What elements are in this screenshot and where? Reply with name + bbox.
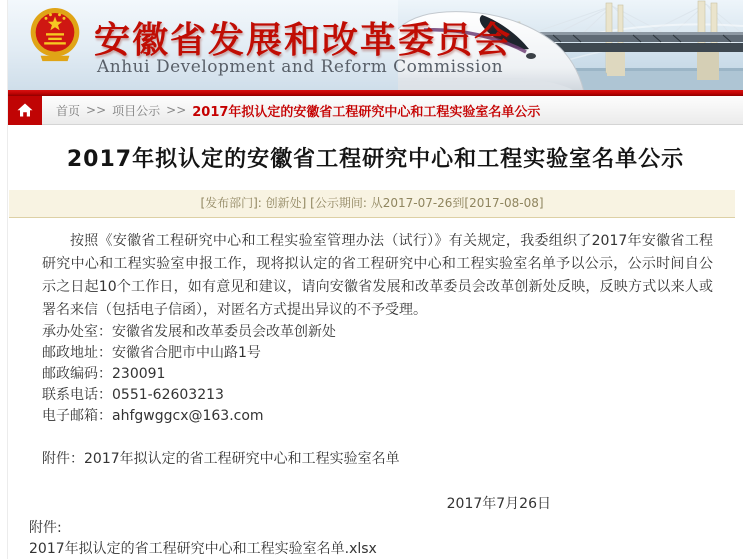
attachments-label: 附件: bbox=[29, 520, 62, 536]
attachment-file-link[interactable]: 2017年拟认定的省工程研究中心和工程实验室名单.xlsx bbox=[29, 541, 377, 557]
contact-line-zipcode: 邮政编码：230091 bbox=[42, 366, 166, 382]
contact-line-email: 电子邮箱：ahfgwggcx@163.com bbox=[42, 408, 264, 424]
article-body bbox=[8, 218, 743, 515]
article-paragraph: 按照《安徽省工程研究中心和工程实验室管理办法（试行）》有关规定，我委组织了2017年安徽省工程研究中心和工程实验室申报工作，现将拟认定的省工程研究中心和工程实验室名单予以公示，公示时间自公示之日起10个工作日，如有意见和建议，请向安徽省发展和改革委员会改革创新处反映，反映方式以来人或署名来信（包括电子信函），对匿名方式提出异议的不予受理。 bbox=[42, 233, 713, 318]
attachment-note: 附件：2017年拟认定的省工程研究中心和工程实验室名单 bbox=[42, 451, 400, 467]
article-meta-bar bbox=[9, 190, 735, 218]
attachments-section bbox=[8, 515, 743, 559]
site-header bbox=[8, 0, 743, 90]
org-name-cn: 安徽省发展和改革委员会 bbox=[94, 20, 513, 61]
attachment-file-row bbox=[29, 539, 743, 559]
article-meta-text: [发布部门]: 创新处] [公示期间: 从2017-07-26到[2017-08-08] bbox=[200, 196, 544, 210]
home-icon bbox=[17, 103, 33, 117]
home-button[interactable] bbox=[8, 96, 42, 125]
breadcrumb-separator: >> bbox=[166, 103, 187, 117]
breadcrumb bbox=[8, 96, 743, 125]
article-title: 2017年拟认定的安徽省工程研究中心和工程实验室名单公示 bbox=[66, 147, 685, 172]
publish-date: 2017年7月26日 bbox=[446, 496, 551, 512]
contact-line-office: 承办处室：安徽省发展和改革委员会改革创新处 bbox=[42, 324, 336, 340]
page-container bbox=[7, 0, 743, 559]
national-emblem-icon bbox=[28, 5, 82, 65]
breadcrumb-current: 2017年拟认定的安徽省工程研究中心和工程实验室名单公示 bbox=[192, 104, 541, 120]
breadcrumb-separator: >> bbox=[86, 103, 107, 117]
breadcrumb-section-link[interactable]: 项目公示 bbox=[112, 103, 161, 118]
org-name-en: Anhui Development and Reform Commission bbox=[97, 57, 504, 77]
contact-line-address: 邮政地址：安徽省合肥市中山路1号 bbox=[42, 345, 261, 361]
contact-line-phone: 联系电话：0551-62603213 bbox=[42, 387, 224, 403]
breadcrumb-home-link[interactable]: 首页 bbox=[56, 103, 81, 118]
